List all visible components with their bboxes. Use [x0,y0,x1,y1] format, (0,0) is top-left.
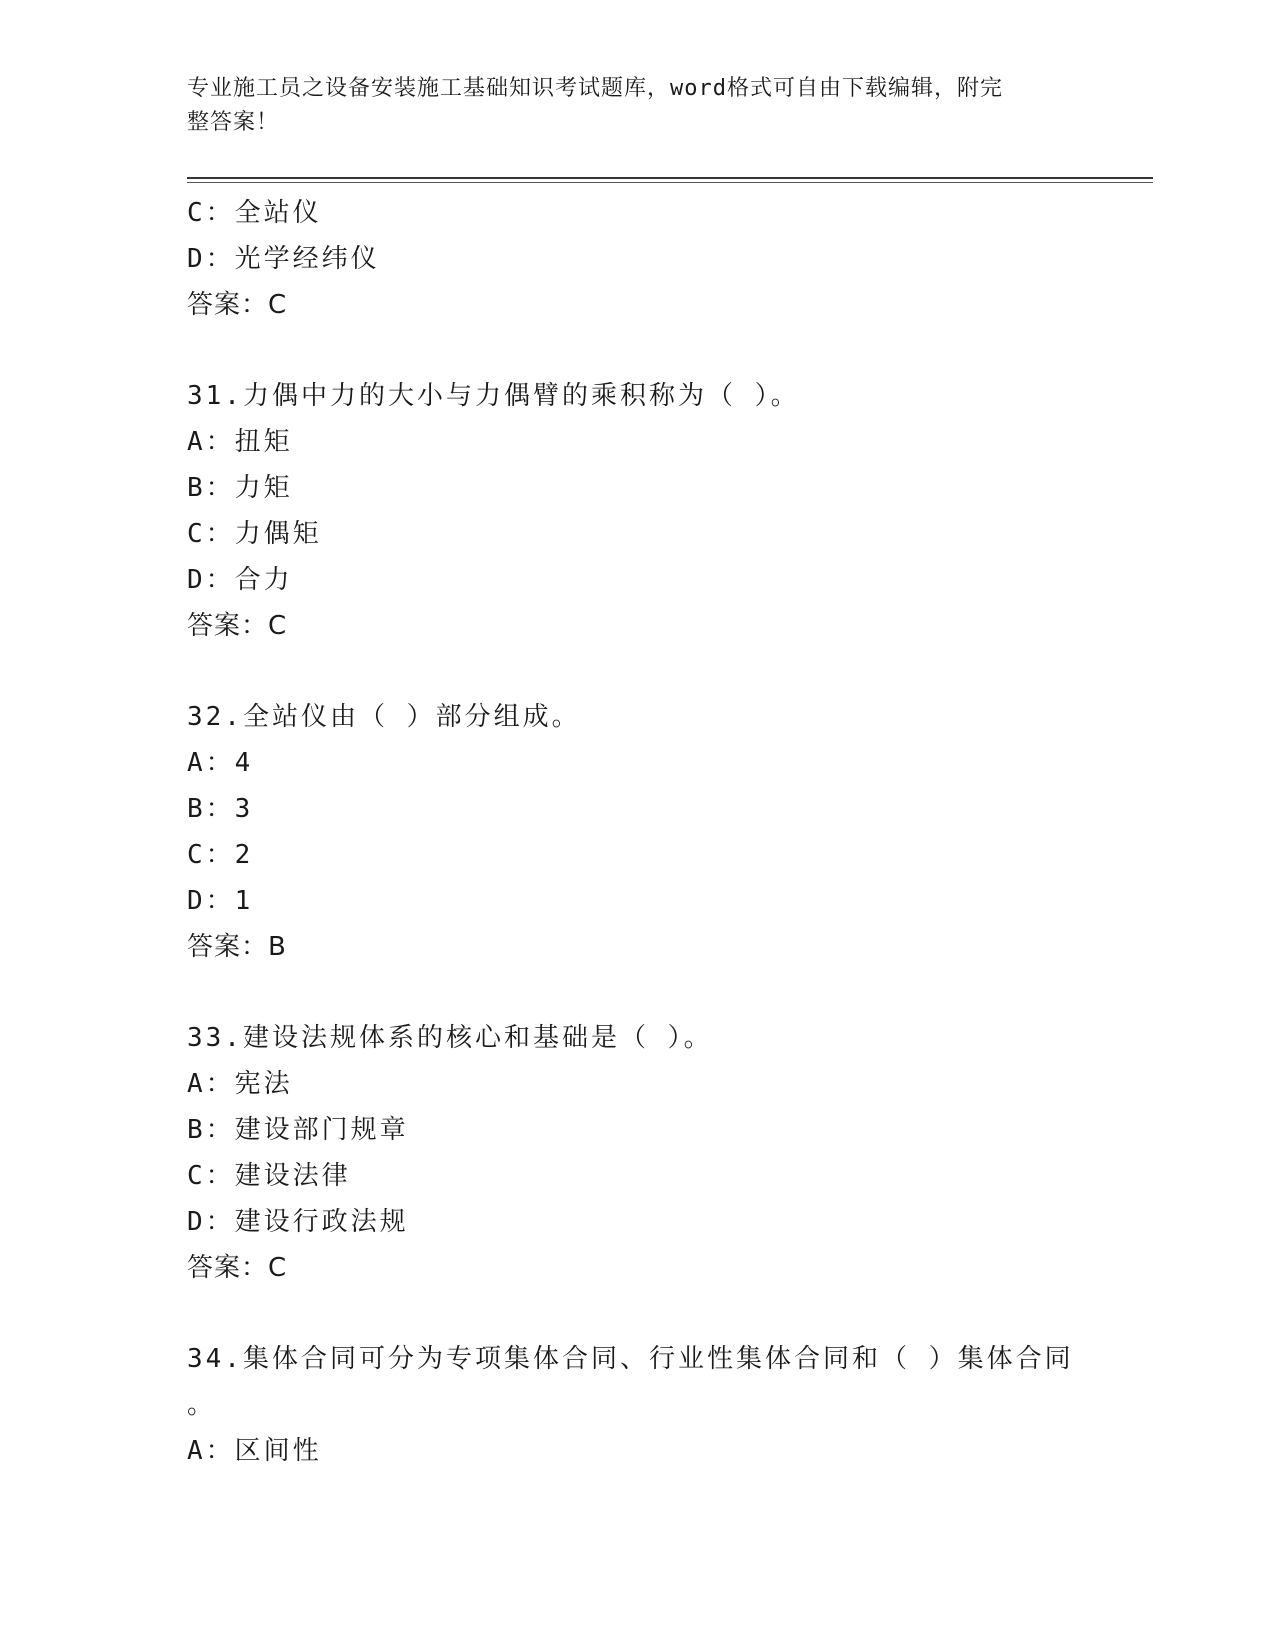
option-d [187,236,1067,282]
question-text: 集体合同可分为专项集体合同、行业性集体合同和（ ）集体合同 [242,1344,1074,1374]
option-letter: B： [187,794,235,824]
option-c [187,1153,1067,1199]
question-fragment [187,190,1067,328]
question-stem-continuation: 。 [187,1390,217,1420]
question-number: 31. [187,381,243,411]
option-letter: C： [187,1161,235,1191]
option-b [187,1107,1067,1153]
option-text: 力矩 [234,473,293,503]
option-text: 宪法 [234,1069,293,1099]
option-text: 建设部门规章 [234,1115,409,1145]
option-a [187,1061,1067,1107]
question-31 [187,373,1067,649]
option-letter: C： [187,519,235,549]
question-number: 34. [187,1344,243,1374]
option-text: 全站仪 [234,198,322,228]
question-text: 建设法规体系的核心和基础是（ ）。 [242,1023,713,1053]
question-text: 力偶中力的大小与力偶臂的乘积称为（ ）。 [242,381,800,411]
question-list [187,190,1074,1474]
question-stem [187,694,1067,740]
option-letter: A： [187,748,235,778]
option-text: 4 [234,748,254,778]
option-text: 合力 [234,565,293,595]
question-stem [187,373,1067,419]
option-letter: A： [187,1069,235,1099]
option-b [187,786,1067,832]
question-stem [187,1336,1074,1382]
option-c [187,190,1067,236]
option-c [187,511,1067,557]
option-text: 光学经纬仪 [234,244,380,274]
question-text: 全站仪由（ ）部分组成。 [242,702,581,732]
question-stem [187,1015,1067,1061]
question-number: 32. [187,702,243,732]
option-letter: B： [187,473,235,503]
option-a [187,740,1067,786]
answer-line: 答案：C [187,1253,288,1283]
option-text: 建设法律 [234,1161,351,1191]
question-34 [187,1336,1074,1474]
question-32 [187,694,1067,970]
option-letter: D： [187,1207,235,1237]
option-letter: D： [187,565,235,595]
header-line-1: 专业施工员之设备安装施工基础知识考试题库，word格式可自由下载编辑，附完 [187,76,1003,101]
option-letter: A： [187,1436,235,1466]
option-letter: C： [187,198,235,228]
option-d [187,557,1067,603]
option-text: 扭矩 [234,427,293,457]
option-letter: D： [187,886,235,916]
option-d [187,1199,1067,1245]
option-text: 3 [234,794,254,824]
answer-line: 答案：C [187,290,288,320]
header-line-2: 整答案！ [187,110,280,135]
option-b [187,465,1067,511]
header-rule-thin [187,182,1153,183]
answer-line: 答案：B [187,932,287,962]
question-number: 33. [187,1023,243,1053]
option-letter: D： [187,244,235,274]
option-letter: A： [187,427,235,457]
option-a [187,419,1067,465]
option-text: 建设行政法规 [234,1207,409,1237]
answer-line: 答案：C [187,611,288,641]
option-text: 力偶矩 [234,519,322,549]
option-letter: B： [187,1115,235,1145]
option-a [187,1428,1067,1474]
option-letter: C： [187,840,235,870]
question-33 [187,1015,1067,1291]
option-text: 1 [234,886,254,916]
document-header [187,72,1067,140]
header-rule-thick [187,177,1153,179]
option-text: 区间性 [234,1436,322,1466]
option-d [187,878,1067,924]
option-c [187,832,1067,878]
option-text: 2 [234,840,254,870]
